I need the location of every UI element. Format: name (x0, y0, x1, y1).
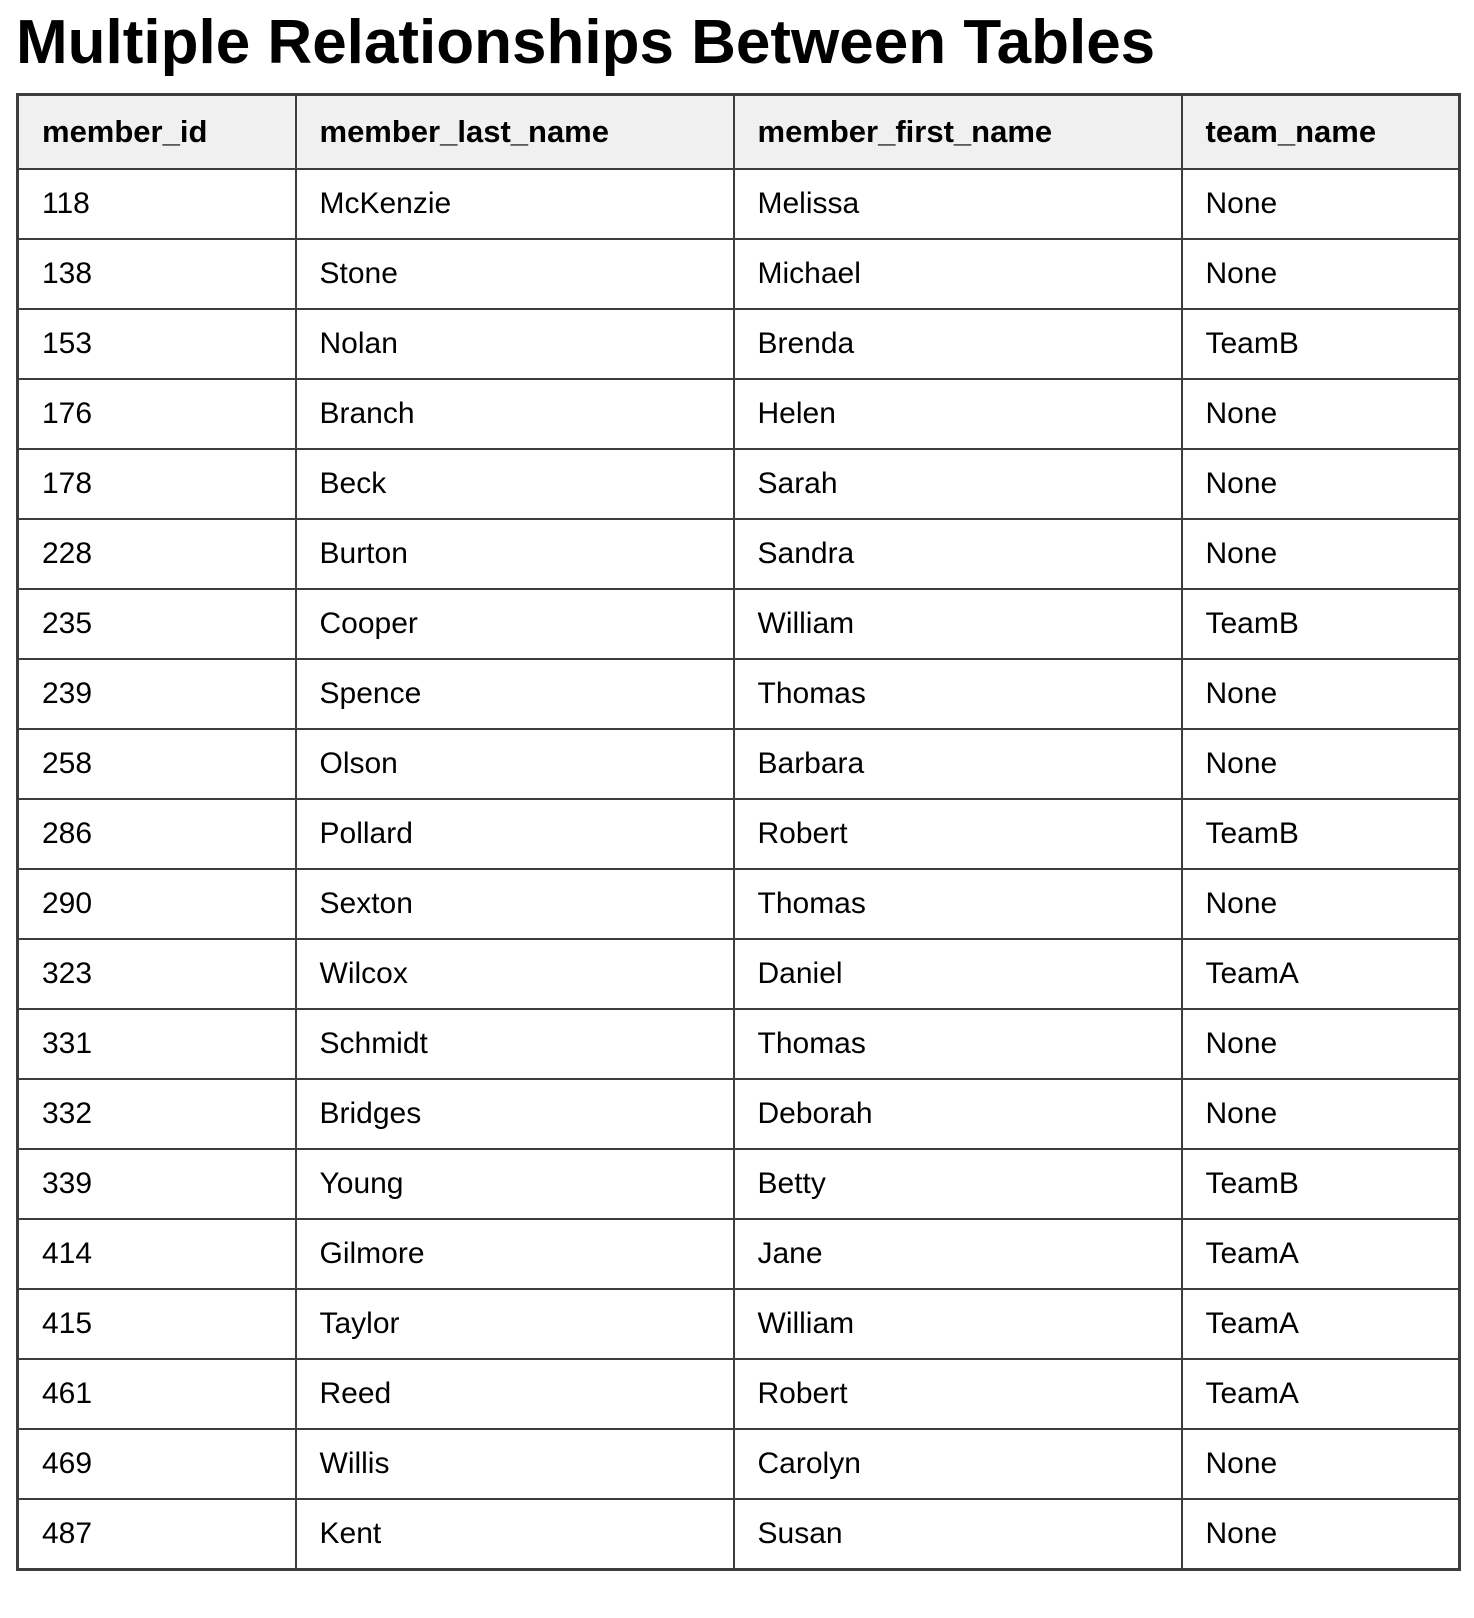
table-row (18, 1359, 1460, 1429)
table-cell: None (1182, 1499, 1460, 1570)
table-cell: Thomas (734, 659, 1182, 729)
table-cell: 290 (18, 869, 296, 939)
table-row (18, 1219, 1460, 1289)
table-cell: Deborah (734, 1079, 1182, 1149)
table-cell: TeamA (1182, 1359, 1460, 1429)
table-cell: None (1182, 379, 1460, 449)
page-title: Multiple Relationships Between Tables (16, 8, 1156, 77)
table-cell: Taylor (296, 1289, 734, 1359)
table-cell: 331 (18, 1009, 296, 1079)
table-cell: Beck (296, 449, 734, 519)
table-cell: Schmidt (296, 1009, 734, 1079)
table-row (18, 1499, 1460, 1570)
table-cell: TeamB (1182, 309, 1460, 379)
table-row (18, 379, 1460, 449)
table-cell: Wilcox (296, 939, 734, 1009)
table-cell: Gilmore (296, 1219, 734, 1289)
table-cell: 138 (18, 239, 296, 309)
table-row (18, 519, 1460, 589)
table-cell: Jane (734, 1219, 1182, 1289)
table-cell: 235 (18, 589, 296, 659)
table-row (18, 589, 1460, 659)
table-cell: Susan (734, 1499, 1182, 1570)
table-cell: 339 (18, 1149, 296, 1219)
column-header-member-first-name: member_first_name (734, 95, 1182, 170)
table-header (18, 95, 1460, 170)
table-cell: 239 (18, 659, 296, 729)
table-cell: Carolyn (734, 1429, 1182, 1499)
members-table (16, 93, 1461, 1571)
table-row (18, 1149, 1460, 1219)
table-cell: Thomas (734, 869, 1182, 939)
table-cell: None (1182, 449, 1460, 519)
table-cell: 487 (18, 1499, 296, 1570)
table-cell: Young (296, 1149, 734, 1219)
table-cell: William (734, 1289, 1182, 1359)
table-cell: TeamA (1182, 939, 1460, 1009)
table-cell: Burton (296, 519, 734, 589)
table-cell: None (1182, 1079, 1460, 1149)
table-cell: TeamB (1182, 799, 1460, 869)
table-cell: None (1182, 1429, 1460, 1499)
table-row (18, 239, 1460, 309)
table-row (18, 309, 1460, 379)
table-cell: 178 (18, 449, 296, 519)
column-header-member-last-name: member_last_name (296, 95, 734, 170)
table-row (18, 1289, 1460, 1359)
table-cell: 118 (18, 169, 296, 239)
table-cell: 323 (18, 939, 296, 1009)
table-cell: 228 (18, 519, 296, 589)
table-row (18, 169, 1460, 239)
table-cell: 415 (18, 1289, 296, 1359)
table-cell: Helen (734, 379, 1182, 449)
table-cell: TeamA (1182, 1219, 1460, 1289)
table-cell: 153 (18, 309, 296, 379)
table-cell: 258 (18, 729, 296, 799)
table-cell: 286 (18, 799, 296, 869)
table-row (18, 869, 1460, 939)
table-row (18, 659, 1460, 729)
table-cell: Michael (734, 239, 1182, 309)
table-cell: Bridges (296, 1079, 734, 1149)
table-row (18, 939, 1460, 1009)
table-cell: McKenzie (296, 169, 734, 239)
table-row (18, 1009, 1460, 1079)
table-cell: Spence (296, 659, 734, 729)
table-cell: None (1182, 519, 1460, 589)
table-cell: Sandra (734, 519, 1182, 589)
table-cell: Betty (734, 1149, 1182, 1219)
table-cell: None (1182, 869, 1460, 939)
table-cell: Cooper (296, 589, 734, 659)
table-cell: None (1182, 1009, 1460, 1079)
table-cell: Willis (296, 1429, 734, 1499)
table-cell: 461 (18, 1359, 296, 1429)
table-cell: 332 (18, 1079, 296, 1149)
table-cell: Sexton (296, 869, 734, 939)
table-cell: Daniel (734, 939, 1182, 1009)
table-cell: Olson (296, 729, 734, 799)
table-cell: William (734, 589, 1182, 659)
table-cell: Thomas (734, 1009, 1182, 1079)
table-cell: None (1182, 659, 1460, 729)
table-cell: TeamA (1182, 1289, 1460, 1359)
table-cell: Robert (734, 1359, 1182, 1429)
table-cell: Robert (734, 799, 1182, 869)
table-header-row (18, 95, 1460, 170)
table-body (18, 169, 1460, 1570)
table-row (18, 1079, 1460, 1149)
table-row (18, 799, 1460, 869)
table-cell: Stone (296, 239, 734, 309)
table-cell: None (1182, 239, 1460, 309)
table-cell: 469 (18, 1429, 296, 1499)
table-cell: Melissa (734, 169, 1182, 239)
column-header-member-id: member_id (18, 95, 296, 170)
table-cell: TeamB (1182, 1149, 1460, 1219)
table-row (18, 1429, 1460, 1499)
table-cell: Kent (296, 1499, 734, 1570)
table-cell: Brenda (734, 309, 1182, 379)
table-cell: Sarah (734, 449, 1182, 519)
table-cell: Nolan (296, 309, 734, 379)
table-cell: Branch (296, 379, 734, 449)
table-cell: 176 (18, 379, 296, 449)
table-cell: None (1182, 729, 1460, 799)
table-cell: None (1182, 169, 1460, 239)
table-cell: 414 (18, 1219, 296, 1289)
table-cell: Reed (296, 1359, 734, 1429)
table-row (18, 449, 1460, 519)
column-header-team-name: team_name (1182, 95, 1460, 170)
table-cell: Pollard (296, 799, 734, 869)
table-row (18, 729, 1460, 799)
table-cell: Barbara (734, 729, 1182, 799)
table-cell: TeamB (1182, 589, 1460, 659)
